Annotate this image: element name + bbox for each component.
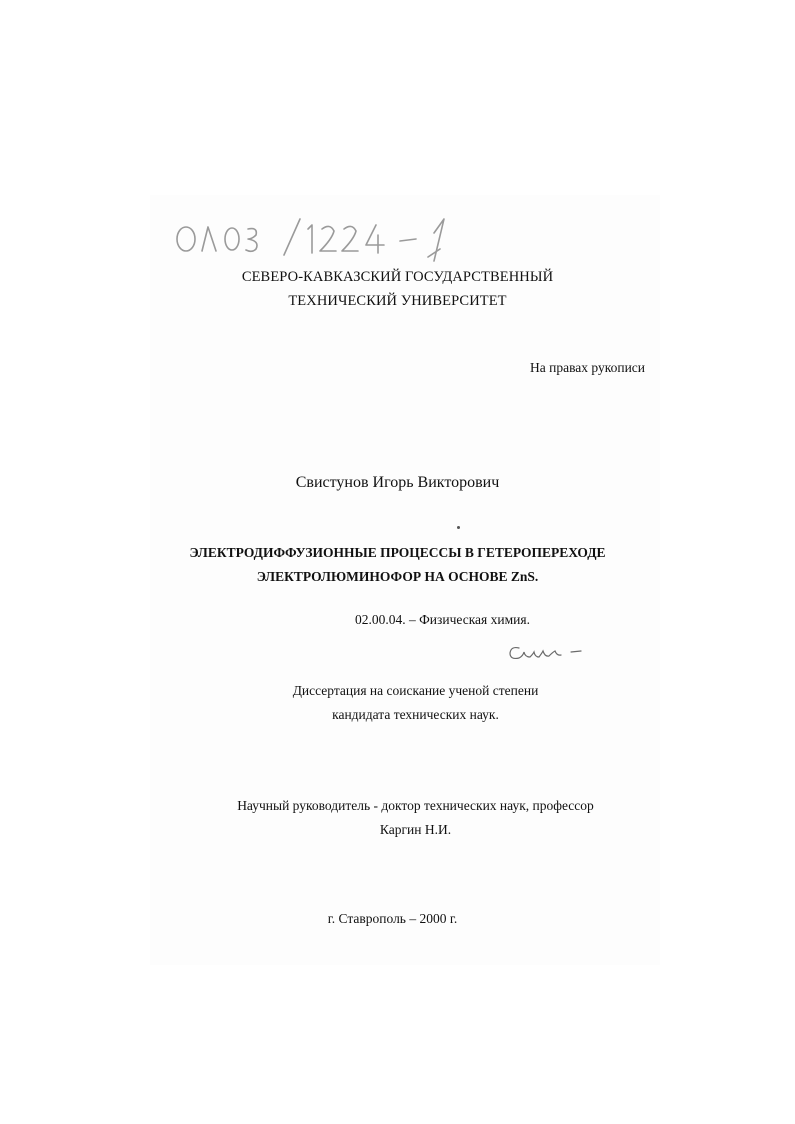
dissertation-title-line1: ЭЛЕКТРОДИФФУЗИОННЫЕ ПРОЦЕССЫ В ГЕТЕРОПЕРЕХОДЕ	[189, 545, 606, 560]
handwritten-archive-code	[172, 205, 492, 265]
handwritten-signature	[505, 640, 590, 665]
supervisor-name: Каргин Н.И.	[379, 822, 452, 837]
supervisor-title: Научный руководитель - доктор технических наук, профессор	[237, 798, 594, 813]
dissertation-title-line2: ЭЛЕКТРОЛЮМИНОФОР НА ОСНОВЕ ZnS.	[256, 569, 539, 584]
university-name-line2: ТЕХНИЧЕСКИЙ УНИВЕРСИТЕТ	[288, 293, 507, 309]
manuscript-rights-note: На правах рукописи	[530, 360, 646, 375]
dissertation-degree-line2: кандидата технических наук.	[332, 707, 499, 722]
place-and-year: г. Ставрополь – 2000 г.	[327, 911, 458, 926]
specialty-code: 02.00.04. – Физическая химия.	[355, 612, 530, 627]
university-name-line1: СЕВЕРО-КАВКАЗСКИЙ ГОСУДАРСТВЕННЫЙ	[241, 269, 554, 285]
scan-speck	[457, 526, 460, 529]
author-name: Свистунов Игорь Викторович	[295, 474, 500, 491]
dissertation-degree-line1: Диссертация на соискание ученой степени	[292, 683, 539, 698]
